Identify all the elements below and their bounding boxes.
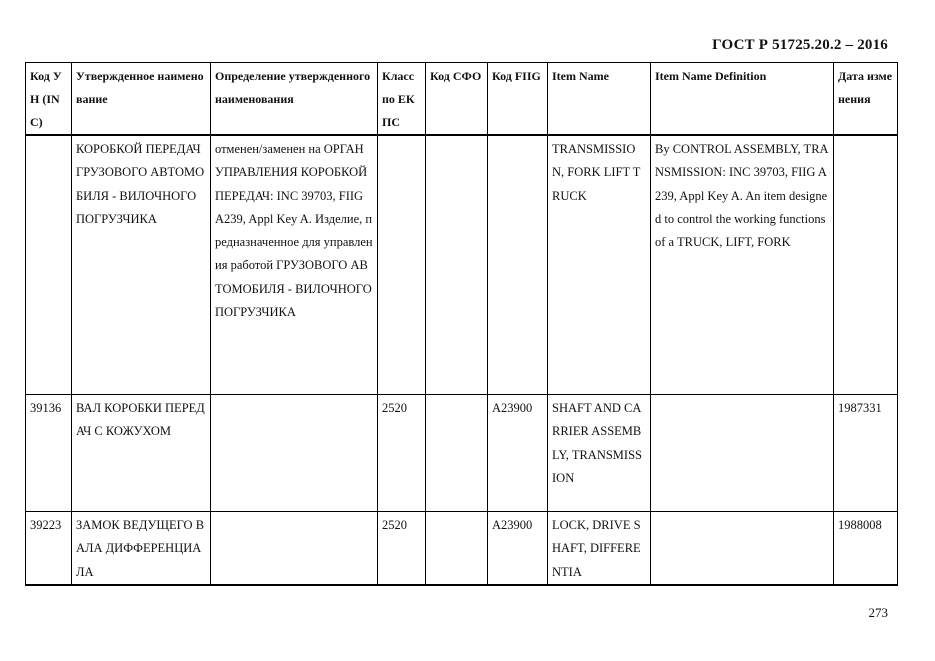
cell-change-date: 1988008 [834,512,898,585]
cell-inc [26,135,72,395]
cell-approved-name: КОРОБКОЙ ПЕРЕДАЧ ГРУЗОВОГО АВТОМОБИЛЯ - ВИЛОЧНОГО ПОГРУЗЧИКА [72,135,211,395]
document-title: ГОСТ Р 51725.20.2 – 2016 [712,37,888,53]
cell-fiig-code [488,135,548,395]
cell-inc: 39136 [26,395,72,512]
cell-item-name-definition [651,512,834,585]
table-header-row [26,63,898,136]
cell-change-date [834,135,898,395]
cell-ekps-class: 2520 [378,395,426,512]
cell-approved-name: ВАЛ КОРОБКИ ПЕРЕДАЧ С КОЖУХОМ [72,395,211,512]
cell-item-name: TRANSMISSION, FORK LIFT TRUCK [548,135,651,395]
column-header-definition: Определение утвержденного наименования [211,63,378,136]
table-row [26,512,898,585]
catalog-table [25,62,898,586]
table-row [26,135,898,395]
column-header-ekps-class: Класс по ЕКПС [378,63,426,136]
cell-ekps-class [378,135,426,395]
cell-fiig-code: A23900 [488,512,548,585]
cell-sfo-code [426,135,488,395]
cell-change-date: 1987331 [834,395,898,512]
column-header-item-name-definition: Item Name Definition [651,63,834,136]
cell-definition: отменен/заменен на ОРГАН УПРАВЛЕНИЯ КОРОБКОЙ ПЕРЕДАЧ: INC 39703, FIIG A239, Appl Key A. Изделие, предназначенное для управления работой ГРУЗОВОГО АВТОМОБИЛЯ - ВИЛОЧНОГО ПОГРУЗЧИКА [211,135,378,395]
column-header-change-date: Дата изменения [834,63,898,136]
cell-item-name: LOCK, DRIVE SHAFT, DIFFERENTIA [548,512,651,585]
cell-approved-name: ЗАМОК ВЕДУЩЕГО ВАЛА ДИФФЕРЕНЦИАЛА [72,512,211,585]
page-number: 273 [868,605,888,620]
column-header-sfo-code: Код СФО [426,63,488,136]
column-header-inc: Код УН (INC) [26,63,72,136]
table-row [26,395,898,512]
cell-item-name: SHAFT AND CARRIER ASSEMBLY, TRANSMISSION [548,395,651,512]
cell-fiig-code: A23900 [488,395,548,512]
cell-item-name-definition [651,395,834,512]
cell-item-name-definition: By CONTROL ASSEMBLY, TRANSMISSION: INC 39703, FIIG A239, Appl Key A. An item designed to control the working functions of a TRUCK, LIFT, FORK [651,135,834,395]
cell-sfo-code [426,512,488,585]
cell-sfo-code [426,395,488,512]
column-header-item-name: Item Name [548,63,651,136]
cell-inc: 39223 [26,512,72,585]
column-header-fiig-code: Код FIIG [488,63,548,136]
cell-definition [211,512,378,585]
cell-ekps-class: 2520 [378,512,426,585]
cell-definition [211,395,378,512]
column-header-approved-name: Утвержденное наименование [72,63,211,136]
